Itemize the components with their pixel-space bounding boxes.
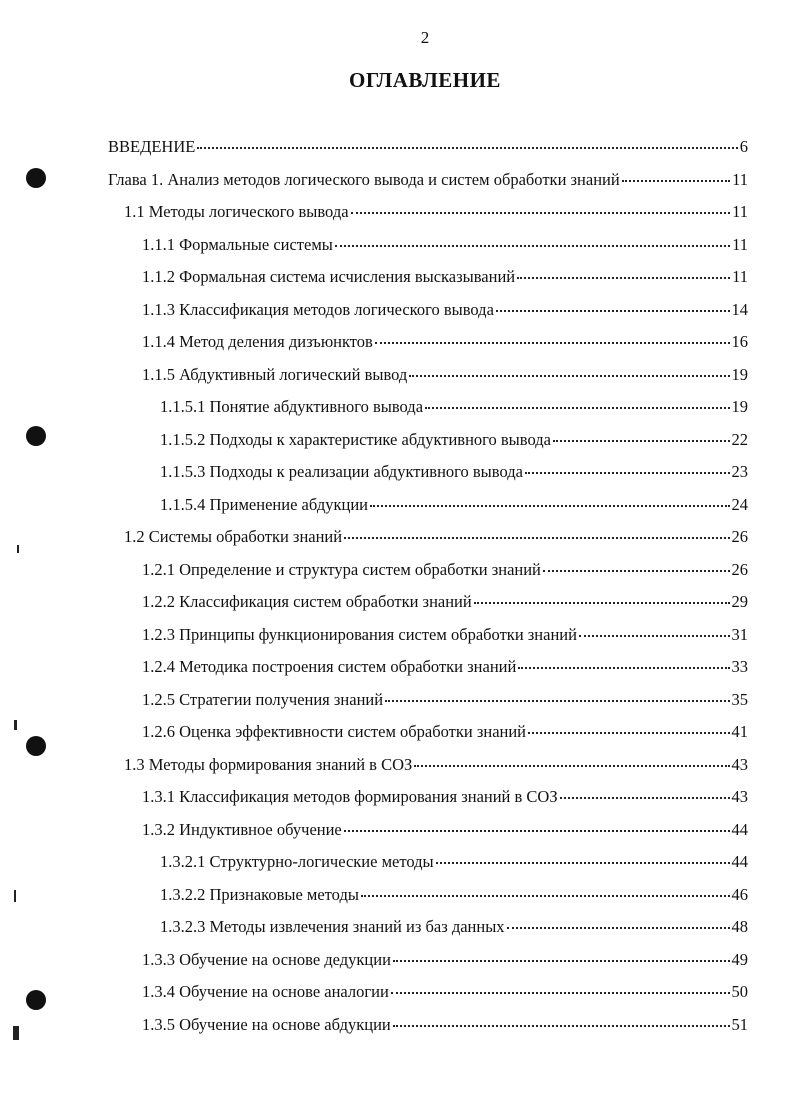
toc-leader-dots [436, 862, 730, 864]
toc-entry [160, 461, 748, 483]
toc-leader-dots [393, 960, 730, 962]
toc-leader-dots [622, 180, 730, 182]
toc-entry [142, 559, 748, 581]
toc-entry [142, 786, 748, 808]
toc-entry-title: 1.2.4 Методика построения систем обработки знаний [142, 657, 517, 676]
toc-entry-title: 1.2.6 Оценка эффективности систем обработки знаний [142, 722, 527, 741]
toc-entry-page: 14 [731, 299, 748, 319]
toc-entry-title: 1.1.5 Абдуктивный логический вывод [142, 364, 408, 384]
toc-entry [142, 591, 748, 613]
page-title: ОГЛАВЛЕНИЕ [349, 68, 501, 92]
toc-entry-page: 48 [731, 917, 748, 936]
toc-entry-page: 24 [731, 494, 748, 514]
toc-leader-dots [518, 667, 729, 669]
toc-leader-dots [385, 700, 729, 702]
toc-leader-dots [560, 797, 730, 799]
toc-entry [142, 981, 748, 1003]
toc-leader-dots [543, 570, 730, 572]
toc-entry [160, 851, 748, 873]
punch-hole [26, 426, 46, 446]
toc-leader-dots [351, 212, 731, 214]
toc-entry-title: 1.1.5.3 Подходы к реализации абдуктивного вывода [160, 462, 523, 481]
toc-entry [160, 494, 748, 516]
toc-entry-page: 29 [731, 592, 748, 611]
toc-entry-title: 1.1.5.1 Понятие абдуктивного вывода [160, 397, 424, 416]
toc-entry [142, 266, 748, 288]
toc-entry-page: 33 [731, 657, 748, 676]
toc-entry-title: 1.1.5.4 Применение абдукции [160, 494, 368, 514]
toc-leader-dots [414, 765, 729, 767]
toc-entry-page: 19 [731, 397, 748, 416]
toc-entry-title: 1.3.2.3 Методы извлечения знаний из баз данных [160, 917, 505, 936]
toc-entry [160, 429, 748, 451]
toc-entry-page: 11 [732, 234, 748, 254]
toc-entry-page: 31 [731, 624, 748, 644]
scan-speck [14, 890, 16, 902]
toc-entry [142, 364, 748, 386]
toc-entry-title: 1.3.4 Обучение на основе аналогии [142, 982, 389, 1001]
toc-entry-title: 1.2 Системы обработки знаний [124, 527, 343, 546]
toc-leader-dots [393, 1025, 730, 1027]
toc-entry-page: 35 [731, 689, 748, 709]
toc-entry-page: 26 [731, 527, 748, 546]
toc-leader-dots [344, 830, 730, 832]
toc-entry-title: 1.1 Методы логического вывода [124, 202, 349, 221]
toc-entry-page: 46 [731, 884, 748, 904]
toc-entry [160, 916, 748, 938]
toc-entry-page: 23 [731, 462, 748, 481]
toc-entry-title: 1.1.3 Классификация методов логического вывода [142, 299, 494, 319]
toc-entry [142, 656, 748, 678]
toc-leader-dots [361, 895, 730, 897]
toc-entry-title: 1.1.5.2 Подходы к характеристике абдуктивного вывода [160, 429, 551, 449]
toc-entry-title: 1.3.2.2 Признаковые методы [160, 884, 359, 904]
toc-entry-page: 11 [732, 267, 748, 286]
toc-leader-dots [553, 440, 730, 442]
toc-entry-page: 44 [731, 819, 748, 839]
toc-entry-page: 50 [731, 982, 748, 1001]
toc-leader-dots [409, 375, 729, 377]
toc-entry-page: 26 [731, 559, 748, 579]
toc-leader-dots [375, 342, 730, 344]
toc-entry [142, 949, 748, 971]
toc-entry [142, 299, 748, 321]
toc-entry [142, 721, 748, 743]
toc-entry-title: 1.1.4 Метод деления дизъюнктов [142, 332, 373, 351]
toc-entry-title: ВВЕДЕНИЕ [108, 137, 196, 156]
scan-speck [17, 545, 19, 553]
toc-entry [142, 819, 748, 841]
toc-entry-page: 16 [731, 332, 748, 351]
toc-entry-title: 1.3.5 Обучение на основе абдукции [142, 1014, 391, 1034]
toc-entry-title: 1.2.2 Классификация систем обработки знаний [142, 592, 472, 611]
toc-leader-dots [579, 635, 730, 637]
toc-leader-dots [370, 505, 730, 507]
toc-entry [108, 136, 748, 158]
toc-leader-dots [344, 537, 729, 539]
toc-entry-title: 1.2.5 Стратегии получения знаний [142, 689, 384, 709]
toc-entry-title: 1.2.3 Принципы функционирования систем обработки знаний [142, 624, 577, 644]
toc-entry-page: 51 [731, 1014, 748, 1034]
toc-entry-page: 43 [731, 787, 748, 806]
toc-entry-title: 1.3.2.1 Структурно-логические методы [160, 852, 434, 871]
toc-entry-title: 1.1.2 Формальная система исчисления высказываний [142, 267, 516, 286]
toc-entry-page: 11 [732, 202, 748, 221]
toc-leader-dots [517, 277, 730, 279]
toc-entry [142, 331, 748, 353]
toc-entry [124, 754, 748, 776]
toc-entry-title: 1.3.1 Классификация методов формирования знаний в СОЗ [142, 787, 558, 806]
toc-entry-title: Глава 1. Анализ методов логического вывода и систем обработки знаний [108, 169, 620, 189]
toc-entry [142, 234, 748, 256]
punch-hole [26, 168, 46, 188]
toc-entry [124, 526, 748, 548]
toc-leader-dots [507, 927, 730, 929]
toc-leader-dots [525, 472, 730, 474]
toc-entry [142, 624, 748, 646]
toc-entry [142, 1014, 748, 1036]
scan-speck [13, 1026, 19, 1040]
toc-leader-dots [197, 147, 737, 149]
toc-entry-page: 43 [731, 754, 748, 774]
scan-speck [14, 720, 17, 730]
toc-entry-title: 1.2.1 Определение и структура систем обработки знаний [142, 559, 541, 579]
toc-entry-page: 41 [731, 722, 748, 741]
toc-entry-page: 6 [739, 137, 748, 156]
toc-entry-title: 1.3.3 Обучение на основе дедукции [142, 949, 391, 969]
toc-leader-dots [528, 732, 729, 734]
toc-entry-page: 22 [731, 429, 748, 449]
toc-entry-page: 49 [731, 949, 748, 969]
page-number: 2 [420, 28, 430, 47]
toc-entry-page: 11 [732, 169, 748, 189]
toc-leader-dots [474, 602, 730, 604]
toc-entry [160, 396, 748, 418]
toc-entry [142, 689, 748, 711]
toc-leader-dots [335, 245, 730, 247]
punch-hole [26, 736, 46, 756]
toc-leader-dots [425, 407, 729, 409]
toc-entry-title: 1.3.2 Индуктивное обучение [142, 819, 342, 839]
toc-leader-dots [496, 310, 730, 312]
toc-entry-page: 44 [731, 852, 748, 871]
toc-entry-page: 19 [731, 364, 748, 384]
toc-entry-title: 1.3 Методы формирования знаний в СОЗ [124, 754, 413, 774]
toc-leader-dots [391, 992, 730, 994]
punch-hole [26, 990, 46, 1010]
toc-entry-title: 1.1.1 Формальные системы [142, 234, 333, 254]
toc-entry [124, 201, 748, 223]
toc-entry [160, 884, 748, 906]
toc-entry [108, 169, 748, 191]
